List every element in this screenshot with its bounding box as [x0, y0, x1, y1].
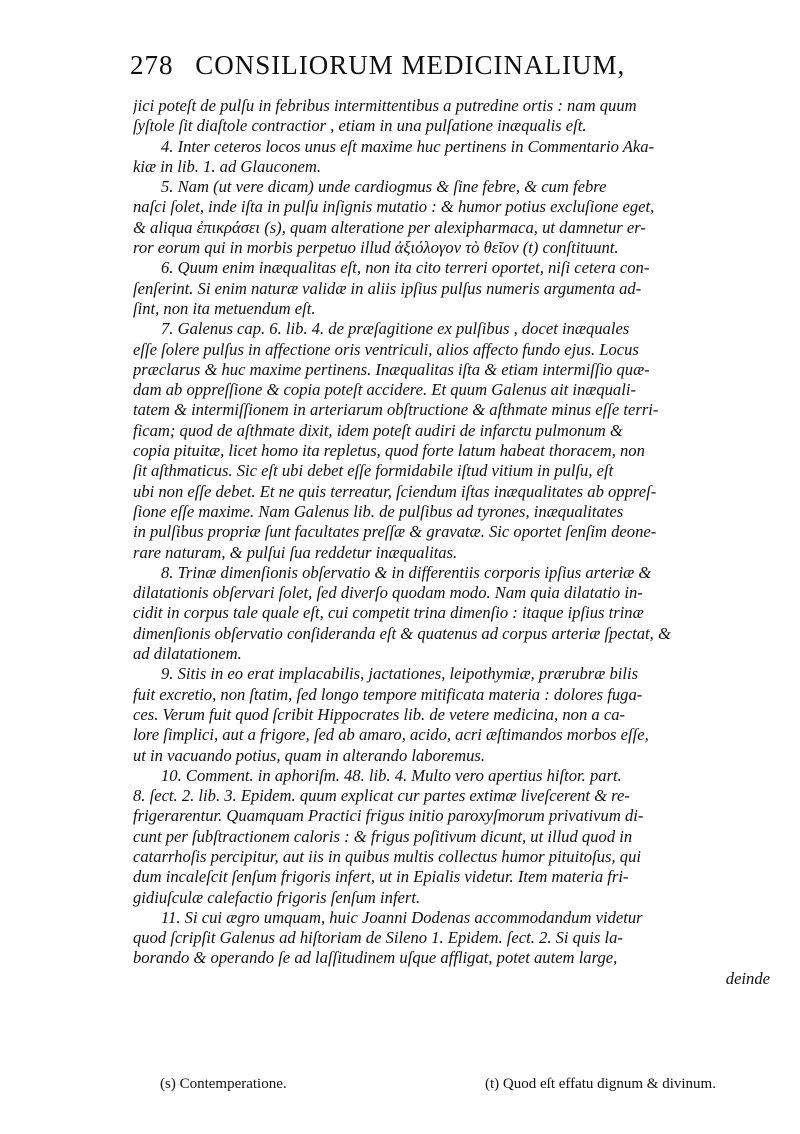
text-line: 5. Nam (ut vere dicam) unde cardiogmus & ſine febre, & cum febre	[161, 177, 607, 197]
text-line: 7. Galenus cap. 6. lib. 4. de præſagitione ex pulſibus , docet inæquales	[161, 319, 630, 339]
text-line: kiæ in lib. 1. ad Glauconem.	[133, 156, 322, 176]
text-line: in pulſibus propriæ ſunt facultates preſſæ & gravatæ. Sic oportet ſenſim deone-	[133, 522, 657, 542]
text-line: 10. Comment. in aphoriſm. 48. lib. 4. Multo vero apertius hiſtor. part.	[161, 765, 622, 785]
text-line: 4. Inter ceteros locos unus eſt maxime huc pertinens in Commentario Aka-	[161, 136, 655, 156]
text-line: dimenſionis obſervatio conſideranda eſt & quatenus ad corpus arteriæ ſpectat, &	[133, 623, 671, 643]
text-line: dam ab oppreſſione & copia poteſt accidere. Et quum Galenus ait inæquali-	[133, 380, 636, 400]
text-line: copia pituitæ, licet homo ita repletus, quod forte latum habeat thoracem, non	[133, 441, 645, 461]
footnote-s: (s) Contemperatione.	[160, 1076, 287, 1092]
text-body	[133, 96, 770, 989]
text-line: præclarus & huc maxime pertinens. Inæqualitas iſta & etiam intermiſſio quæ-	[133, 359, 650, 379]
text-line: lore ſimplici, aut a frigore, ſed ab amaro, acido, acri æſtimandos morbos eſſe,	[133, 725, 649, 745]
text-line: cunt per ſubſtractionem caloris : & frigus poſitivum dicunt, ut illud quod in	[133, 826, 633, 846]
text-line: ad dilatationem.	[133, 644, 242, 664]
text-line: ror eorum qui in morbis perpetuo illud ἀξιόλογον τὸ θεῖον (t) conſtituunt.	[133, 238, 619, 258]
page-number: 278	[130, 50, 174, 80]
text-line: rare naturam, & pulſui ſua reddetur inæqualitas.	[133, 542, 458, 562]
catchword: deinde	[725, 968, 770, 988]
text-line: 8. Trinæ dimenſionis obſervatio & in differentiis corporis ipſius arteriæ &	[161, 562, 652, 582]
text-line: ut in vacuando potius, quam in alterando laboremus.	[133, 745, 485, 765]
text-line: dum incaleſcit ſenſum frigoris infert, ut in Epialis videtur. Item materia fri-	[133, 867, 629, 887]
text-line: 8. ſect. 2. lib. 3. Epidem. quum explicat cur partes extimæ liveſcerent & re-	[133, 786, 630, 806]
text-line: borando & operando ſe ad laſſitudinem uſque affligat, potet autem large,	[133, 948, 618, 968]
text-line: 11. Si cui ægro umquam, huic Joanni Dodenas accommodandum videtur	[161, 907, 643, 927]
text-line: tatem & intermiſſionem in arteriarum obſtructione & aſthmate minus eſſe terri-	[133, 400, 659, 420]
text-line: cidit in corpus tale quale eſt, cui competit trina dimenſio : itaque ipſius trinæ	[133, 603, 644, 623]
text-line: eſſe ſolere pulſus in affectione oris ventriculi, alios affecto fundo ejus. Locus	[133, 339, 639, 359]
text-line: frigerarentur. Quamquam Practici frigus initio paroxyſmorum privativum di-	[133, 806, 644, 826]
running-title: CONSILIORUM MEDICINALIUM,	[195, 50, 626, 80]
text-line: ficam; quod de aſthmate dixit, idem poteſt audiri de infarctu pulmonum &	[133, 420, 623, 440]
text-line: ſione eſſe maxime. Nam Galenus lib. de pulſibus ad tyrones, inæqualitates	[133, 501, 624, 521]
text-line: ſenſerint. Si enim naturæ validæ in aliis ipſius pulſus numeris argumenta ad-	[133, 278, 642, 298]
text-line: ſyſtole ſit diaſtole contractior , etiam in una pulſatione inæqualis eſt.	[133, 116, 587, 136]
text-line: 6. Quum enim inæqualitas eſt, non ita cito terreri oportet, niſi cetera con-	[161, 258, 650, 278]
text-line: naſci ſolet, inde iſta in pulſu inſignis mutatio : & humor potius excluſione eget,	[133, 197, 655, 217]
footnote-t: (t) Quod eſt effatu dignum & divinum.	[485, 1076, 716, 1092]
text-line: gidiuſculæ calefactio frigoris ſenſum infert.	[133, 887, 421, 907]
text-line: dilatationis obſervari ſolet, ſed diverſo quodam modo. Nam quia dilatatio in-	[133, 583, 643, 603]
text-line: jici poteſt de pulſu in febribus intermittentibus a putredine ortis : nam quum	[133, 96, 637, 115]
text-line: fuit excretio, non ſtatim, ſed longo tempore mitificata materia : dolores fuga-	[133, 684, 643, 704]
text-line: ces. Verum fuit quod ſcribit Hippocrates lib. de vetere medicina, non a ca-	[133, 704, 626, 724]
text-line: ſint, non ita metuendum eſt.	[133, 298, 316, 318]
text-line: 9. Sitis in eo erat implacabilis, jactationes, leipothymiæ, prærubræ bilis	[161, 664, 639, 684]
text-line: ubi non eſſe debet. Et ne quis terreatur, ſciendum iſtas inæqualitates ab oppreſ-	[133, 481, 657, 501]
text-line: ſit aſthmaticus. Sic eſt ubi debet eſſe formidabile iſtud vitium in pulſu, eſt	[133, 461, 614, 481]
text-line: catarrhoſis percipitur, aut iis in quibus multis collectus humor pituitoſus, qui	[133, 846, 641, 866]
running-header	[130, 50, 770, 90]
text-line: & aliqua ἐπικράσει (s), quam alteratione per alexipharmaca, ut damnetur er-	[133, 217, 646, 237]
text-line: quod ſcripſit Galenus ad hiſtoriam de Sileno 1. Epidem. ſect. 2. Si quis la-	[133, 928, 623, 948]
